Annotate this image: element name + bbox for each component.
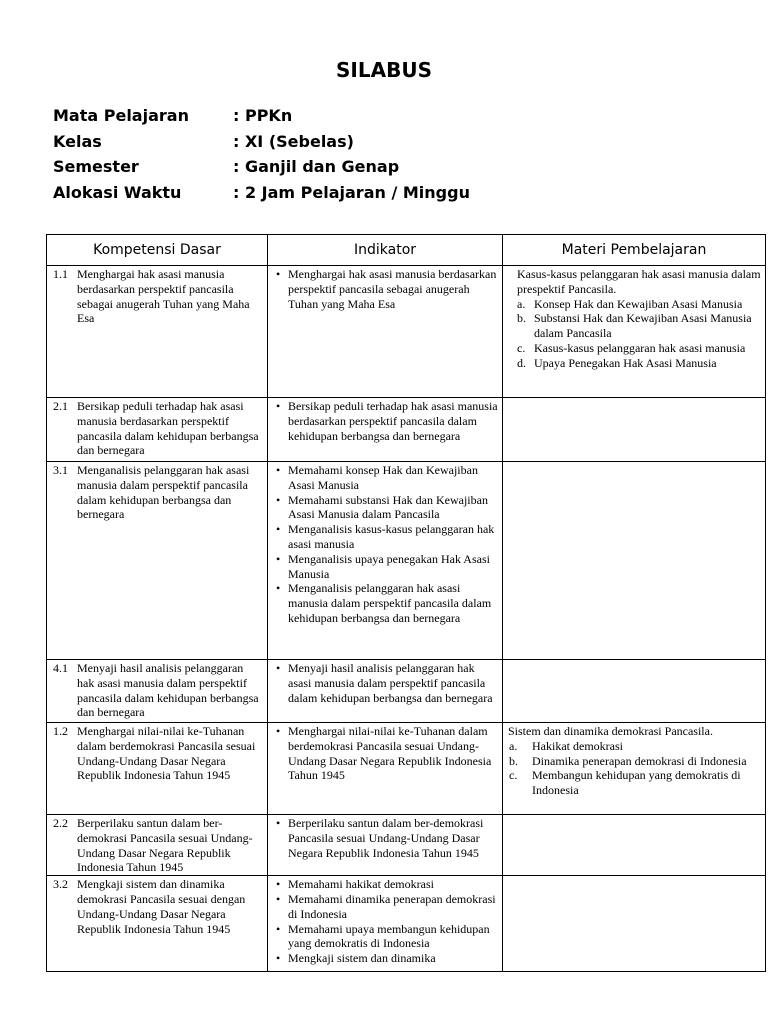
kd-number: 1.1: [53, 267, 68, 281]
list-item: [276, 399, 498, 443]
list-letter: a.: [517, 296, 526, 311]
bullet-icon: •: [276, 492, 281, 507]
list-letter: c.: [517, 340, 526, 355]
list-item: [276, 493, 498, 523]
bullet-icon: •: [276, 267, 281, 281]
info-row-time: [53, 183, 470, 209]
kd-cell: [47, 660, 268, 723]
bullet-icon: •: [276, 551, 281, 566]
list-item: [276, 877, 498, 892]
indicator-text: Memahami substansi Hak dan Kewajiban Asasi Manusia dalam Pancasila: [288, 492, 488, 522]
materi-item-text: Upaya Penegakan Hak Asasi Manusia: [534, 355, 717, 370]
header-indikator: Indikator: [268, 235, 503, 266]
materi-cell: [503, 876, 766, 972]
kd-cell: [47, 398, 268, 462]
list-letter: b.: [517, 311, 526, 326]
list-item: [517, 356, 761, 371]
materi-cell: [503, 660, 766, 723]
page-title: SILABUS: [336, 58, 432, 82]
kd-text: Menghargai nilai-nilai ke-Tuhanan dalam berdemokrasi Pancasila sesuai Undang-Undang Dasar Negara Republik Indonesia Tahun 1945: [77, 724, 256, 783]
list-item: [276, 724, 498, 783]
indicator-cell: [268, 462, 503, 660]
subject-label: Mata Pelajaran: [53, 106, 189, 125]
indicator-text: Menganalisis kasus-kasus pelanggaran hak asasi manusia: [288, 522, 495, 551]
indicator-text: Berperilaku santun dalam ber-demokrasi Pancasila sesuai Undang-Undang Dasar Negara Republik Indonesia Tahun 1945: [288, 816, 484, 860]
materi-cell: [503, 266, 766, 398]
kd-number: 1.2: [53, 724, 68, 738]
list-item: [276, 522, 498, 552]
list-item: [276, 951, 498, 966]
list-item: [517, 297, 761, 312]
kd-text: Bersikap peduli terhadap hak asasi manusia berdasarkan perspektif pancasila dalam kehidupan berbangsa dan bernegara: [77, 399, 259, 458]
indicator-text: Menyaji hasil analisis pelanggaran hak asasi manusia dalam perspektif pancasila dalam kehidupan berbangsa dan bernegara: [288, 661, 493, 705]
bullet-icon: •: [276, 463, 281, 477]
kd-text: Menghargai hak asasi manusia berdasarkan perspektif pancasila sebagai anugerah Tuhan yang Maha Esa: [77, 267, 250, 326]
class-value: : XI (Sebelas): [233, 131, 354, 151]
materi-item-text: Substansi Hak dan Kewajiban Asasi Manusia dalam Pancasila: [534, 311, 752, 341]
table-row: [47, 266, 766, 398]
indicator-text: Memahami upaya membangun kehidupan yang demokratis di Indonesia: [288, 921, 490, 951]
kd-number: 4.1: [53, 661, 68, 675]
materi-item-text: Konsep Hak dan Kewajiban Asasi Manusia: [534, 296, 743, 311]
materi-intro: Kasus-kasus pelanggaran hak asasi manusia dalam prespektif Pancasila.: [517, 267, 761, 296]
list-item: [276, 552, 498, 582]
info-row-subject: [53, 106, 470, 132]
indicator-cell: [268, 660, 503, 723]
list-letter: c.: [509, 768, 518, 783]
bullet-icon: •: [276, 724, 281, 738]
kd-cell: [47, 266, 268, 398]
semester-value: : Ganjil dan Genap: [233, 157, 400, 176]
kd-number: 3.2: [53, 877, 68, 892]
bullet-icon: •: [276, 891, 281, 906]
bullet-icon: •: [276, 921, 281, 936]
kd-text: Menganalisis pelanggaran hak asasi manusia dalam perspektif pancasila dalam kehidupan berbangsa dan bernegara: [77, 463, 250, 522]
list-letter: a.: [509, 738, 518, 753]
indicator-cell: [268, 723, 503, 815]
indicator-cell: [268, 266, 503, 398]
materi-cell: [503, 462, 766, 660]
info-row-semester: [53, 157, 470, 183]
indicator-text: Menganalisis pelanggaran hak asasi manusia dalam perspektif pancasila dalam kehidupan berbangsa dan bernegara: [288, 581, 492, 625]
materi-item-text: Membangun kehidupan yang demokratis di Indonesia: [532, 768, 741, 798]
materi-intro: Sistem dan dinamika demokrasi Pancasila.: [508, 724, 713, 738]
materi-cell: [503, 723, 766, 815]
materi-cell: [503, 815, 766, 876]
indicator-cell: [268, 815, 503, 876]
table-row: [47, 398, 766, 462]
list-item: [517, 341, 761, 356]
list-item: [276, 922, 498, 952]
kd-number: 2.1: [53, 399, 68, 413]
table-header-row: [47, 235, 766, 266]
list-item: [276, 463, 498, 493]
indicator-text: Memahami konsep Hak dan Kewajiban Asasi Manusia: [288, 463, 478, 492]
bullet-icon: •: [276, 877, 281, 892]
indicator-text: Menghargai hak asasi manusia berdasarkan perspektif pancasila sebagai anugerah Tuhan yang Maha Esa: [288, 267, 497, 311]
list-letter: d.: [517, 355, 526, 370]
list-item: [276, 661, 498, 705]
indicator-cell: [268, 398, 503, 462]
materi-item-text: Kasus-kasus pelanggaran hak asasi manusia: [534, 340, 746, 355]
bullet-icon: •: [276, 581, 281, 596]
indicator-text: Memahami hakikat demokrasi: [288, 877, 434, 892]
list-item: [276, 816, 498, 860]
list-item: [276, 581, 498, 625]
table-row: [47, 815, 766, 876]
table-row: [47, 462, 766, 660]
time-allocation-label: Alokasi Waktu: [53, 182, 182, 202]
subject-value: : PPKn: [233, 106, 293, 125]
time-allocation-value: : 2 Jam Pelajaran / Minggu: [233, 182, 470, 202]
bullet-icon: •: [276, 816, 281, 830]
info-row-class: [53, 132, 470, 158]
table-row: [47, 723, 766, 815]
list-letter: b.: [509, 753, 518, 768]
bullet-icon: •: [276, 661, 281, 675]
indicator-text: Bersikap peduli terhadap hak asasi manusia berdasarkan perspektif pancasila dalam kehidupan berbangsa dan bernegara: [288, 399, 498, 443]
table-row: [47, 660, 766, 723]
course-info: [53, 106, 470, 208]
list-item: [276, 267, 498, 311]
header-materi-pembelajaran: Materi Pembelajaran: [503, 235, 766, 266]
kd-cell: [47, 462, 268, 660]
kd-number: 3.1: [53, 463, 68, 477]
indicator-text: Mengkaji sistem dan dinamika: [288, 951, 436, 966]
class-label: Kelas: [53, 131, 102, 151]
kd-number: 2.2: [53, 816, 68, 830]
bullet-icon: •: [276, 951, 281, 966]
kd-text: Mengkaji sistem dan dinamika demokrasi Pancasila sesuai dengan Undang-Undang Dasar Negara Republik Indonesia Tahun 1945: [77, 877, 246, 936]
syllabus-table: [46, 234, 766, 972]
indicator-text: Menganalisis upaya penegakan Hak Asasi Manusia: [288, 551, 490, 581]
table-row: [47, 876, 766, 972]
kd-text: Menyaji hasil analisis pelanggaran hak asasi manusia dalam perspektif pancasila dalam kehidupan berbangsa dan bernegara: [77, 661, 259, 720]
list-item: [509, 754, 761, 769]
materi-cell: [503, 398, 766, 462]
bullet-icon: •: [276, 522, 281, 537]
kd-cell: [47, 876, 268, 972]
semester-label: Semester: [53, 157, 139, 176]
list-item: [509, 768, 761, 798]
materi-item-text: Hakikat demokrasi: [532, 738, 623, 753]
list-item: [509, 739, 761, 754]
header-kompetensi-dasar: Kompetensi Dasar: [47, 235, 268, 266]
bullet-icon: •: [276, 399, 281, 413]
kd-text: Berperilaku santun dalam ber-demokrasi Pancasila sesuai Undang-Undang Dasar Negara Republik Indonesia Tahun 1945: [77, 816, 253, 875]
indicator-text: Memahami dinamika penerapan demokrasi di Indonesia: [288, 891, 496, 921]
materi-item-text: Dinamika penerapan demokrasi di Indonesia: [532, 753, 747, 768]
list-item: [517, 311, 761, 341]
kd-cell: [47, 815, 268, 876]
indicator-text: Menghargai nilai-nilai ke-Tuhanan dalam berdemokrasi Pancasila sesuai Undang-Undang Dasar Negara Republik Indonesia Tahun 1945: [288, 724, 492, 783]
indicator-cell: [268, 876, 503, 972]
kd-cell: [47, 723, 268, 815]
list-item: [276, 892, 498, 922]
